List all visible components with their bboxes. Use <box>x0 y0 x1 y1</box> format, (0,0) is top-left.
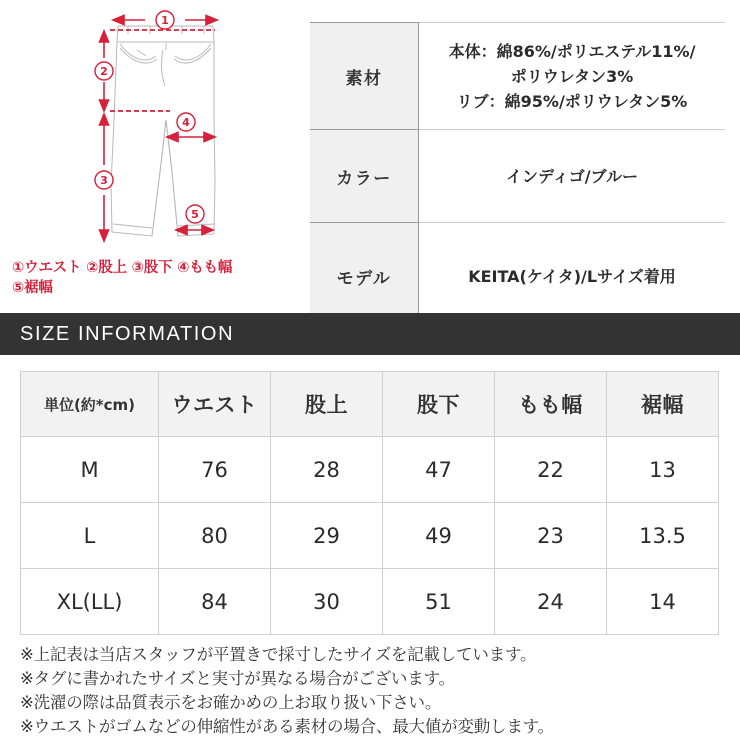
size-note-4: ※ウエストがゴムなどの伸縮性がある素材の場合、最大値が変動します。 <box>20 717 554 736</box>
spec-label-model: モデル <box>310 223 419 330</box>
cell-hem: 13 <box>607 437 719 503</box>
table-row <box>21 503 719 569</box>
cell-size: M <box>21 437 159 503</box>
banner-title: SIZE INFORMATION <box>20 322 235 345</box>
cell-size: XL(LL) <box>21 569 159 635</box>
marker-number-5: 5 <box>191 208 199 221</box>
size-table-header-row <box>21 372 719 437</box>
diagram-legend-line-2: ⑤裾幅 <box>12 280 53 296</box>
diagram-legend <box>12 258 300 298</box>
cell-rise: 30 <box>271 569 383 635</box>
cell-thigh: 24 <box>495 569 607 635</box>
spec-value-color: インディゴ/ブルー <box>506 166 638 186</box>
size-information-table <box>20 371 719 635</box>
cell-size: L <box>21 503 159 569</box>
cell-thigh: 22 <box>495 437 607 503</box>
diagram-legend-line-1: ①ウエスト ②股上 ③股下 ④もも幅 <box>12 260 233 276</box>
cell-waist: 84 <box>159 569 271 635</box>
product-spec-table <box>310 22 725 330</box>
table-row <box>21 437 719 503</box>
size-header-waist: ウエスト <box>159 372 271 437</box>
cell-inseam: 49 <box>383 503 495 569</box>
size-note-1: ※上記表は当店スタッフが平置きで採寸したサイズを記載しています。 <box>20 645 537 664</box>
marker-number-4: 4 <box>182 116 190 129</box>
size-header-thigh: もも幅 <box>495 372 607 437</box>
cell-hem: 14 <box>607 569 719 635</box>
size-information-banner <box>0 313 740 355</box>
material-line-3: リブ：綿95%/ポリウレタン5% <box>456 91 688 111</box>
material-line-2: ポリウレタン3% <box>510 66 634 86</box>
size-note-2: ※タグに書かれたサイズと実寸が異なる場合がございます。 <box>20 669 455 688</box>
cell-rise: 29 <box>271 503 383 569</box>
spec-label-material: 素材 <box>310 23 419 130</box>
cell-inseam: 47 <box>383 437 495 503</box>
top-section <box>0 0 740 313</box>
marker-number-3: 3 <box>100 174 108 187</box>
marker-number-2: 2 <box>100 65 108 78</box>
cell-hem: 13.5 <box>607 503 719 569</box>
pants-measurement-diagram <box>0 0 300 313</box>
pants-illustration-svg <box>0 0 300 260</box>
spec-value-model: KEITA(ケイタ)/Lサイズ着用 <box>468 266 676 286</box>
cell-inseam: 51 <box>383 569 495 635</box>
size-note-3: ※洗濯の際は品質表示をお確かめの上お取り扱い下さい。 <box>20 693 442 712</box>
marker-number-1: 1 <box>161 14 169 27</box>
size-header-inseam: 股下 <box>383 372 495 437</box>
cell-thigh: 23 <box>495 503 607 569</box>
spec-label-color: カラー <box>310 130 419 223</box>
spec-row-color <box>310 130 725 223</box>
spec-row-material <box>310 23 725 130</box>
table-row <box>21 569 719 635</box>
jeans-outline <box>111 26 215 236</box>
size-header-unit: 単位(約*cm) <box>21 372 159 437</box>
material-line-1: 本体：綿86%/ポリエステル11%/ <box>448 41 696 61</box>
spec-value-material <box>419 23 726 130</box>
cell-waist: 76 <box>159 437 271 503</box>
size-header-rise: 股上 <box>271 372 383 437</box>
cell-waist: 80 <box>159 503 271 569</box>
cell-rise: 28 <box>271 437 383 503</box>
size-notes <box>20 643 730 739</box>
size-header-hem: 裾幅 <box>607 372 719 437</box>
